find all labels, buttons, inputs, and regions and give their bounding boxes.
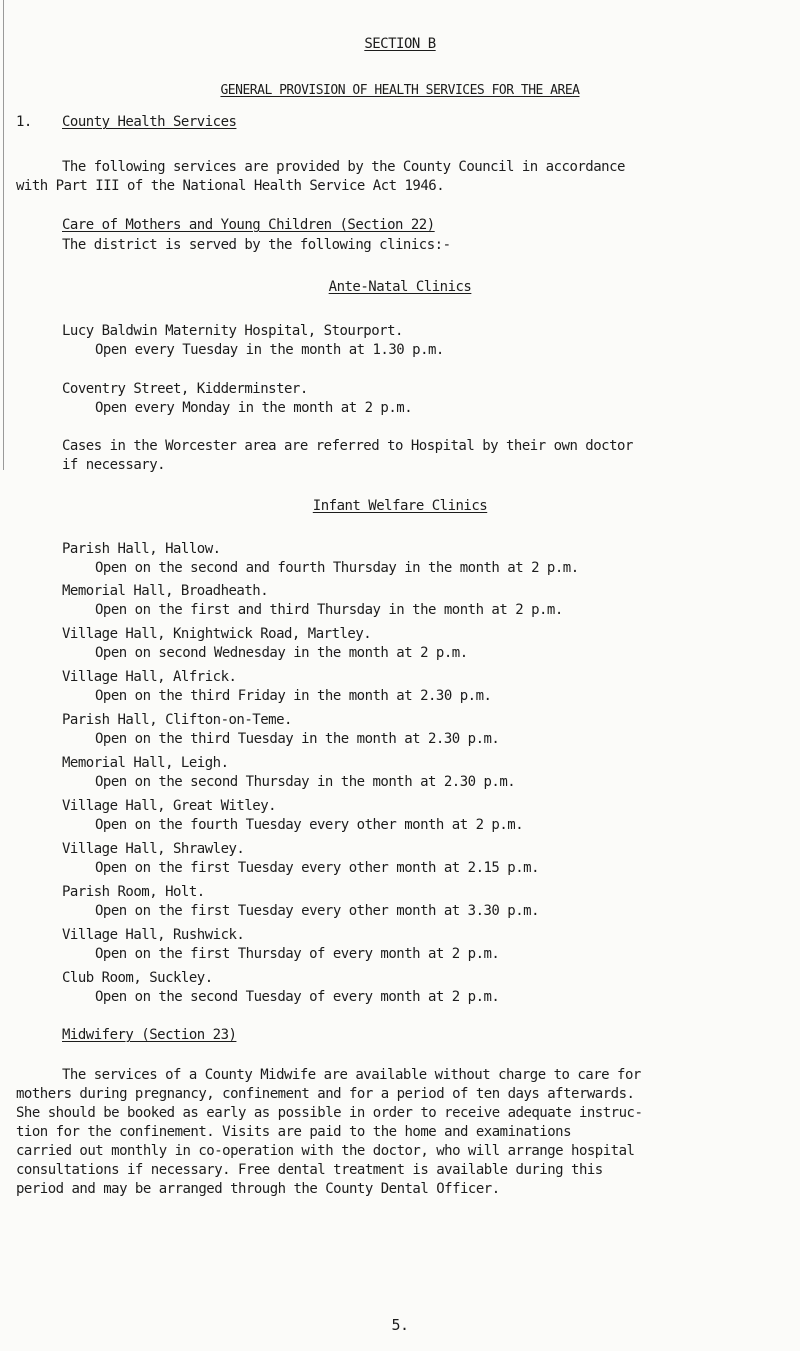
intro-line-1: The following services are provided by the County Council in accordance <box>62 159 625 175</box>
infant-time: Open on the third Tuesday in the month at 2.30 p.m. <box>95 731 500 747</box>
infant-time: Open on the first Thursday of every month at 2 p.m. <box>95 946 500 962</box>
midwifery-line: tion for the confinement. Visits are paid to the home and examinations <box>16 1124 572 1140</box>
midwifery-line: She should be booked as early as possible in order to receive adequate instruc- <box>16 1105 643 1121</box>
item-title: County Health Services <box>62 114 237 130</box>
infant-place: Parish Hall, Clifton-on-Teme. <box>62 712 292 728</box>
antenatal-place: Lucy Baldwin Maternity Hospital, Stourport. <box>62 323 403 339</box>
infant-heading: Infant Welfare Clinics <box>312 498 488 514</box>
antenatal-place: Coventry Street, Kidderminster. <box>62 381 308 397</box>
infant-place: Village Hall, Great Witley. <box>62 798 277 814</box>
infant-place: Club Room, Suckley. <box>62 970 213 986</box>
midwifery-heading: Midwifery (Section 23) <box>62 1027 237 1043</box>
page-number: 5. <box>391 1316 409 1334</box>
section-label: SECTION B <box>364 36 436 52</box>
infant-place: Village Hall, Shrawley. <box>62 841 245 857</box>
midwifery-line: carried out monthly in co-operation with the doctor, who will arrange hospital <box>16 1143 635 1159</box>
infant-time: Open on the second Tuesday of every month at 2 p.m. <box>95 989 500 1005</box>
infant-time: Open on the first Tuesday every other month at 2.15 p.m. <box>95 860 540 876</box>
scan-edge-line <box>3 0 4 470</box>
care-heading: Care of Mothers and Young Children (Section 22) <box>62 217 435 233</box>
midwifery-line: mothers during pregnancy, confinement and for a period of ten days afterwards. <box>16 1086 635 1102</box>
antenatal-note-line-2: if necessary. <box>62 457 166 473</box>
infant-place: Village Hall, Rushwick. <box>62 927 245 943</box>
infant-time: Open on the first Tuesday every other month at 3.30 p.m. <box>95 903 540 919</box>
care-text: The district is served by the following clinics:- <box>62 237 451 253</box>
general-heading: GENERAL PROVISION OF HEALTH SERVICES FOR THE AREA <box>220 83 580 98</box>
midwifery-line: The services of a County Midwife are available without charge to care for <box>62 1067 641 1083</box>
infant-place: Memorial Hall, Leigh. <box>62 755 229 771</box>
midwifery-line: period and may be arranged through the County Dental Officer. <box>16 1181 500 1197</box>
infant-time: Open on the second Thursday in the month at 2.30 p.m. <box>95 774 516 790</box>
infant-place: Parish Hall, Hallow. <box>62 541 221 557</box>
infant-place: Village Hall, Knightwick Road, Martley. <box>62 626 372 642</box>
item-number: 1. <box>16 114 32 130</box>
infant-time: Open on second Wednesday in the month at 2 p.m. <box>95 645 468 661</box>
antenatal-note-line-1: Cases in the Worcester area are referred to Hospital by their own doctor <box>62 438 633 454</box>
infant-time: Open on the first and third Thursday in the month at 2 p.m. <box>95 602 563 618</box>
infant-place: Memorial Hall, Broadheath. <box>62 583 269 599</box>
infant-place: Village Hall, Alfrick. <box>62 669 237 685</box>
infant-time: Open on the third Friday in the month at 2.30 p.m. <box>95 688 492 704</box>
antenatal-heading: Ante-Natal Clinics <box>328 279 472 295</box>
infant-time: Open on the second and fourth Thursday in the month at 2 p.m. <box>95 560 579 576</box>
antenatal-time: Open every Monday in the month at 2 p.m. <box>95 400 413 416</box>
infant-time: Open on the fourth Tuesday every other month at 2 p.m. <box>95 817 524 833</box>
midwifery-line: consultations if necessary. Free dental treatment is available during this <box>16 1162 603 1178</box>
intro-line-2: with Part III of the National Health Service Act 1946. <box>16 178 445 194</box>
antenatal-time: Open every Tuesday in the month at 1.30 p.m. <box>95 342 444 358</box>
infant-place: Parish Room, Holt. <box>62 884 205 900</box>
